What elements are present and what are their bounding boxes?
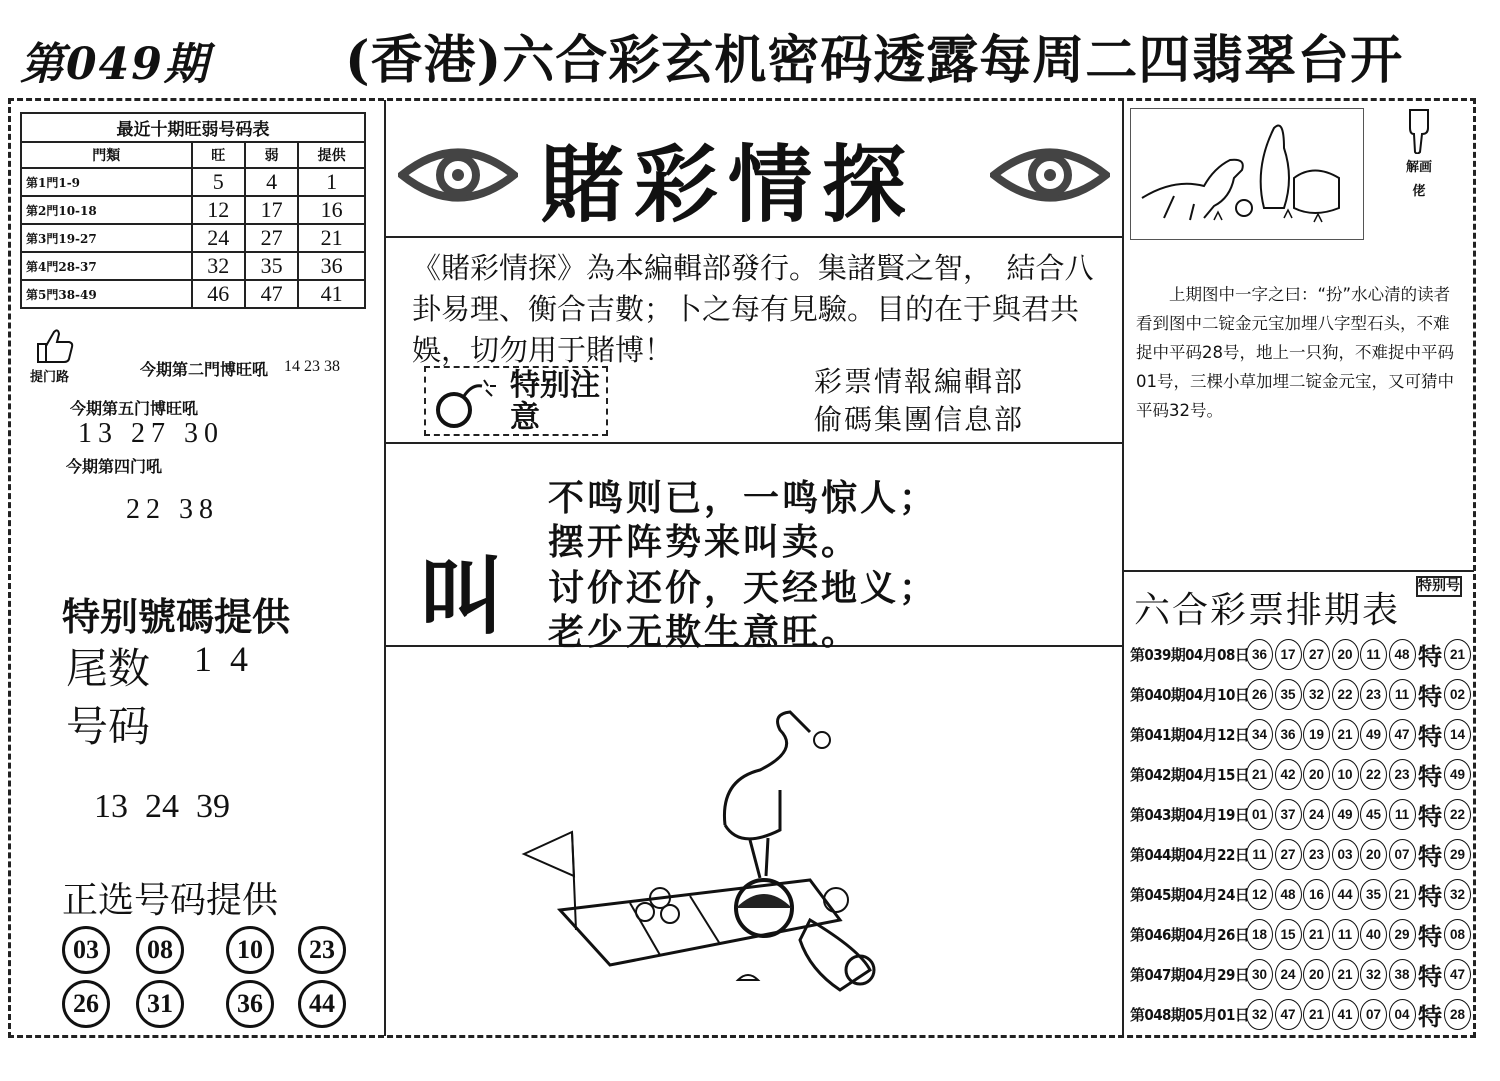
schedule-ball: 24 bbox=[1303, 799, 1330, 830]
brand-title: 賭彩情探 bbox=[540, 135, 917, 234]
door2-numbers: 14 23 38 bbox=[284, 358, 340, 375]
schedule-ball: 40 bbox=[1360, 919, 1387, 950]
schedule-ball: 23 bbox=[1303, 839, 1330, 870]
eye-left-icon bbox=[398, 140, 518, 210]
schedule-ball: 36 bbox=[1246, 639, 1273, 670]
special-number-title: 特别號碼提供 bbox=[62, 595, 291, 639]
code-label: 号码 bbox=[66, 702, 151, 751]
special-marker: 特 bbox=[1418, 641, 1442, 671]
schedule-ball: 20 bbox=[1303, 759, 1330, 790]
door4-numbers: 22 38 bbox=[126, 494, 219, 525]
schedule-ball: 11 bbox=[1246, 839, 1273, 870]
divider-left bbox=[384, 100, 386, 1036]
divider-mid-2 bbox=[384, 442, 1122, 444]
schedule-ball: 01 bbox=[1246, 799, 1273, 830]
schedule-ball: 49 bbox=[1360, 719, 1387, 750]
schedule-row bbox=[1130, 916, 1473, 952]
special-marker: 特 bbox=[1418, 801, 1442, 831]
main-pick-number: 23 bbox=[298, 926, 346, 974]
schedule-ball: 11 bbox=[1360, 639, 1387, 670]
schedule-row bbox=[1130, 876, 1473, 912]
schedule-ball: 36 bbox=[1275, 719, 1302, 750]
schedule-special-ball: 29 bbox=[1444, 839, 1471, 870]
main-pick-number: 10 bbox=[226, 926, 274, 974]
thumbs-up-icon bbox=[32, 322, 76, 366]
main-pick-number: 31 bbox=[136, 980, 184, 1028]
page-title: (香港)六合彩玄机密码透露每周二四翡翠台开 bbox=[345, 30, 1404, 91]
schedule-ball: 11 bbox=[1389, 799, 1416, 830]
schedule-row bbox=[1130, 716, 1473, 752]
schedule-ball: 21 bbox=[1389, 879, 1416, 910]
schedule-special-ball: 47 bbox=[1444, 959, 1471, 990]
schedule-row bbox=[1130, 796, 1473, 832]
schedule-row bbox=[1130, 836, 1473, 872]
schedule-ball: 45 bbox=[1360, 799, 1387, 830]
schedule-special-ball: 32 bbox=[1444, 879, 1471, 910]
schedule-ball: 19 bbox=[1303, 719, 1330, 750]
code-numbers: 13 24 39 bbox=[94, 788, 230, 825]
intro-text: 《賭彩情探》為本編輯部發行。集諸賢之智， 結合八卦易理、衡合吉數；卜之每有見驗。目的在于與君共娛，切勿用于賭博！ bbox=[412, 251, 1094, 367]
schedule-row bbox=[1130, 636, 1473, 672]
special-marker: 特 bbox=[1418, 841, 1442, 871]
schedule-special-ball: 49 bbox=[1444, 759, 1471, 790]
schedule-ball: 30 bbox=[1246, 959, 1273, 990]
schedule-ball: 11 bbox=[1389, 679, 1416, 710]
schedule-period: 第041期04月12日 bbox=[1130, 725, 1250, 744]
poem-line: 讨价还价，天经地义； bbox=[548, 568, 939, 609]
schedule-ball: 21 bbox=[1332, 719, 1359, 750]
schedule-ball: 22 bbox=[1360, 759, 1387, 790]
schedule-ball: 07 bbox=[1360, 999, 1387, 1030]
main-pick-title: 正选号码提供 bbox=[62, 880, 279, 921]
schedule-ball: 48 bbox=[1389, 639, 1416, 670]
schedule-period: 第040期04月10日 bbox=[1130, 685, 1250, 704]
crane-illustration bbox=[510, 700, 890, 1000]
schedule-special-ball: 08 bbox=[1444, 919, 1471, 950]
special-marker: 特 bbox=[1418, 881, 1442, 911]
schedule-ball: 38 bbox=[1389, 959, 1416, 990]
hot-cell: 46 bbox=[192, 280, 245, 308]
schedule-special-ball: 28 bbox=[1444, 999, 1471, 1030]
schedule-row bbox=[1130, 756, 1473, 792]
schedule-ball: 04 bbox=[1389, 999, 1416, 1030]
schedule-ball: 11 bbox=[1332, 919, 1359, 950]
schedule-ball: 20 bbox=[1303, 959, 1330, 990]
schedule-period: 第048期05月01日 bbox=[1130, 1005, 1250, 1024]
schedule-ball: 47 bbox=[1389, 719, 1416, 750]
schedule-ball: 17 bbox=[1275, 639, 1302, 670]
given-cell: 21 bbox=[298, 224, 365, 252]
weak-cell: 35 bbox=[245, 252, 298, 280]
schedule-ball: 48 bbox=[1275, 879, 1302, 910]
hint-label: 解画佬 bbox=[1406, 160, 1433, 199]
tip-label: 提门路 bbox=[30, 370, 70, 385]
table-row bbox=[21, 196, 365, 224]
schedule-ball: 35 bbox=[1275, 679, 1302, 710]
column-header: 提供 bbox=[298, 142, 365, 168]
history-table-caption: 最近十期旺弱号码表 bbox=[20, 112, 366, 141]
door5-numbers: 13 27 30 bbox=[78, 418, 224, 449]
table-row bbox=[21, 168, 365, 196]
weak-cell: 4 bbox=[245, 168, 298, 196]
schedule-ball: 20 bbox=[1360, 839, 1387, 870]
schedule-ball: 32 bbox=[1303, 679, 1330, 710]
schedule-ball: 03 bbox=[1332, 839, 1359, 870]
schedule-special-ball: 14 bbox=[1444, 719, 1471, 750]
schedule-ball: 15 bbox=[1275, 919, 1302, 950]
schedule-ball: 18 bbox=[1246, 919, 1273, 950]
schedule-ball: 22 bbox=[1332, 679, 1359, 710]
table-row bbox=[21, 224, 365, 252]
tail-numbers: 1 4 bbox=[194, 639, 248, 679]
special-marker: 特 bbox=[1418, 761, 1442, 791]
main-pick-number: 26 bbox=[62, 980, 110, 1028]
schedule-ball: 21 bbox=[1246, 759, 1273, 790]
column-header: 門類 bbox=[21, 142, 192, 168]
table-row bbox=[21, 280, 365, 308]
door4-label: 今期第四门吼 bbox=[66, 457, 163, 476]
hot-cell: 5 bbox=[192, 168, 245, 196]
special-marker: 特 bbox=[1418, 1001, 1442, 1031]
special-marker: 特 bbox=[1418, 961, 1442, 991]
special-marker: 特 bbox=[1418, 721, 1442, 751]
door-cell: 第1門1-9 bbox=[21, 168, 192, 196]
schedule-ball: 41 bbox=[1332, 999, 1359, 1030]
schedule-ball: 16 bbox=[1303, 879, 1330, 910]
hot-cell: 12 bbox=[192, 196, 245, 224]
column-header: 弱 bbox=[245, 142, 298, 168]
schedule-ball: 24 bbox=[1275, 959, 1302, 990]
dept-line-1: 彩票情報編輯部 bbox=[814, 365, 1025, 398]
door5-label: 今期第五门博旺吼 bbox=[70, 399, 199, 418]
schedule-ball: 32 bbox=[1246, 999, 1273, 1030]
poem-key-char: 叫 bbox=[420, 548, 505, 646]
schedule-ball: 10 bbox=[1332, 759, 1359, 790]
schedule-ball: 49 bbox=[1332, 799, 1359, 830]
schedule-ball: 34 bbox=[1246, 719, 1273, 750]
schedule-period: 第043期04月19日 bbox=[1130, 805, 1250, 824]
poem-line: 不鸣则已，一鸣惊人； bbox=[548, 478, 939, 519]
main-pick-number: 03 bbox=[62, 926, 110, 974]
notice-text: 特别注意 bbox=[510, 368, 600, 435]
schedule-ball: 26 bbox=[1246, 679, 1273, 710]
schedule-ball: 27 bbox=[1275, 839, 1302, 870]
main-pick-number: 36 bbox=[226, 980, 274, 1028]
door-cell: 第2門10-18 bbox=[21, 196, 192, 224]
bomb-icon bbox=[432, 376, 502, 432]
given-cell: 41 bbox=[298, 280, 365, 308]
pointing-hand-icon bbox=[1404, 108, 1434, 154]
schedule-ball: 29 bbox=[1389, 919, 1416, 950]
given-cell: 1 bbox=[298, 168, 365, 196]
schedule-period: 第045期04月24日 bbox=[1130, 885, 1250, 904]
door-cell: 第4門28-37 bbox=[21, 252, 192, 280]
column-header: 旺 bbox=[192, 142, 245, 168]
schedule-ball: 35 bbox=[1360, 879, 1387, 910]
schedule-title: 六合彩票排期表 bbox=[1134, 590, 1401, 631]
door2-label: 今期第二門博旺吼 bbox=[140, 360, 269, 379]
weak-cell: 27 bbox=[245, 224, 298, 252]
hot-cell: 32 bbox=[192, 252, 245, 280]
schedule-ball: 20 bbox=[1332, 639, 1359, 670]
history-table bbox=[20, 112, 366, 309]
schedule-ball: 32 bbox=[1360, 959, 1387, 990]
divider-right-1 bbox=[1124, 570, 1474, 572]
schedule-special-ball: 21 bbox=[1444, 639, 1471, 670]
schedule-period: 第046期04月26日 bbox=[1130, 925, 1250, 944]
hint-text: 上期图中一字之曰：“扮”水心清的读者看到图中二锭金元宝加埋八字型石头，不难捉中平码28号，地上一只狗，不难捉中平码01号，三棵小草加埋二锭金元宝，又可猜中平码32号。 bbox=[1136, 285, 1454, 420]
tail-label: 尾数 bbox=[66, 644, 151, 693]
schedule-ball: 37 bbox=[1275, 799, 1302, 830]
issue-number: 第049期 bbox=[20, 39, 210, 90]
special-number-label: 特别号 bbox=[1416, 576, 1462, 597]
main-pick-number: 08 bbox=[136, 926, 184, 974]
schedule-row bbox=[1130, 676, 1473, 712]
poem-line: 老少无欺生意旺。 bbox=[548, 612, 861, 653]
table-row bbox=[21, 252, 365, 280]
table-header-row bbox=[21, 142, 365, 168]
schedule-special-ball: 02 bbox=[1444, 679, 1471, 710]
poem-line: 摆开阵势来叫卖。 bbox=[548, 522, 861, 563]
schedule-ball: 23 bbox=[1360, 679, 1387, 710]
schedule-ball: 27 bbox=[1303, 639, 1330, 670]
schedule-period: 第047期04月29日 bbox=[1130, 965, 1250, 984]
door-cell: 第5門38-49 bbox=[21, 280, 192, 308]
weak-cell: 47 bbox=[245, 280, 298, 308]
schedule-ball: 44 bbox=[1332, 879, 1359, 910]
schedule-ball: 07 bbox=[1389, 839, 1416, 870]
schedule-ball: 42 bbox=[1275, 759, 1302, 790]
schedule-ball: 21 bbox=[1303, 999, 1330, 1030]
divider-right bbox=[1122, 100, 1124, 1036]
dog-illustration bbox=[1134, 108, 1362, 238]
schedule-row bbox=[1130, 996, 1473, 1032]
door-cell: 第3門19-27 bbox=[21, 224, 192, 252]
given-cell: 36 bbox=[298, 252, 365, 280]
main-pick-number: 44 bbox=[298, 980, 346, 1028]
schedule-ball: 47 bbox=[1275, 999, 1302, 1030]
hot-cell: 24 bbox=[192, 224, 245, 252]
schedule-ball: 23 bbox=[1389, 759, 1416, 790]
schedule-ball: 21 bbox=[1332, 959, 1359, 990]
special-marker: 特 bbox=[1418, 681, 1442, 711]
given-cell: 16 bbox=[298, 196, 365, 224]
schedule-period: 第039期04月08日 bbox=[1130, 645, 1250, 664]
schedule-special-ball: 22 bbox=[1444, 799, 1471, 830]
weak-cell: 17 bbox=[245, 196, 298, 224]
schedule-row bbox=[1130, 956, 1473, 992]
schedule-ball: 12 bbox=[1246, 879, 1273, 910]
schedule-period: 第044期04月22日 bbox=[1130, 845, 1250, 864]
eye-right-icon bbox=[990, 140, 1110, 210]
dept-line-2: 偷碼集團信息部 bbox=[814, 403, 1025, 436]
special-marker: 特 bbox=[1418, 921, 1442, 951]
schedule-ball: 21 bbox=[1303, 919, 1330, 950]
schedule-period: 第042期04月15日 bbox=[1130, 765, 1250, 784]
